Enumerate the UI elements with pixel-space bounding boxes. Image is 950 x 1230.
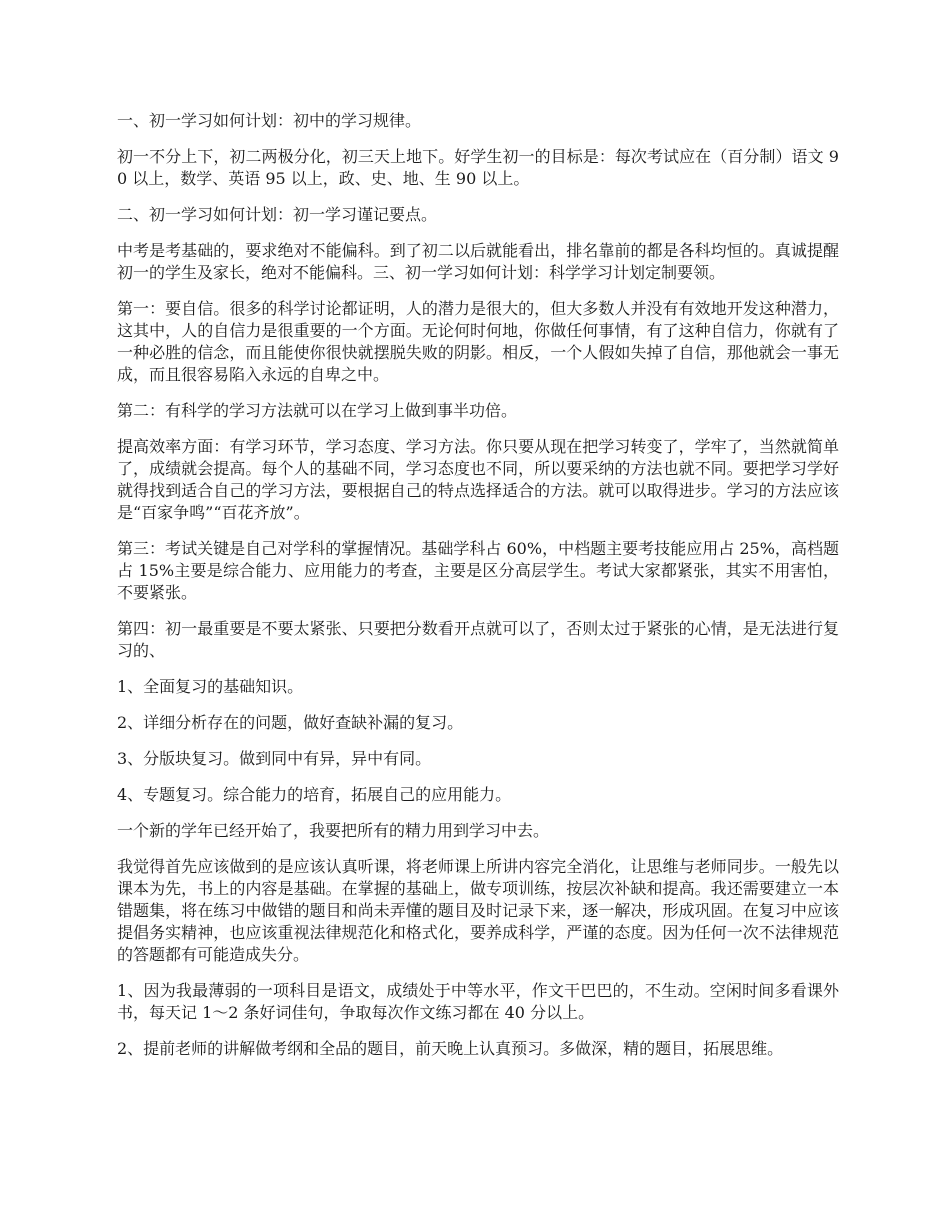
list-item: 2、提前老师的讲解做考纲和全品的题目，前天晚上认真预习。多做深，精的题目，拓展思维。 [117,1039,784,1058]
paragraph: 初一不分上下，初二两极分化，初三天上地下。好学生初一的目标是：每次考试应在（百分制）语文 90 以上，数学、英语 95 以上，政、史、地、生 90 以上。 [117,147,839,188]
section-heading-2: 二、初一学习如何计划：初一学习谨记要点。 [117,205,438,224]
list-item: 4、专题复习。综合能力的培育，拓展自己的应用能力。 [117,785,512,804]
paragraph: 第四：初一最重要是不要太紧张、只要把分数看开点就可以了，否则太过于紧张的心情，是无法进行复习的、 [117,619,839,660]
paragraph: 一个新的学年已经开始了，我要把所有的精力用到学习中去。 [117,821,550,840]
list-item: 1、因为我最薄弱的一项科目是语文，成绩处于中等水平，作文干巴巴的，不生动。空闲时间多看课外书，每天记 1～2 条好词佳句，争取每次作文练习都在 40 分以上。 [117,981,839,1022]
paragraph: 第二：有科学的学习方法就可以在学习上做到事半功倍。 [117,401,518,420]
paragraph: 第一：要自信。很多的科学讨论都证明，人的潜力是很大的，但大多数人并没有有效地开发这种潜力，这其中，人的自信力是很重要的一个方面。无论何时何地，你做任何事情，有了这种自信力，你就有了一种必胜的信念，而且能使你很快就摆脱失败的阴影。相反，一个人假如失掉了自信，那他就会一事无成，而且很容易陷入永远的自卑之中。 [117,299,839,384]
paragraph: 提高效率方面：有学习环节，学习态度、学习方法。你只要从现在把学习转变了，学牢了，当然就简单了，成绩就会提高。每个人的基础不同，学习态度也不同，所以要采纳的方法也就不同。要把学习学好就得找到适合自己的学习方法，要根据自己的特点选择适合的方法。就可以取得进步。学习的方法应该是“百家争鸣”“百花齐放”。 [117,437,839,522]
paragraph: 中考是考基础的，要求绝对不能偏科。到了初二以后就能看出，排名靠前的都是各科均恒的。真诚提醒初一的学生及家长，绝对不能偏科。三、初一学习如何计划：科学学习计划定制要领。 [117,241,839,282]
list-item: 3、分版块复习。做到同中有异，异中有同。 [117,749,432,768]
document-body [117,110,839,1074]
paragraph: 第三：考试关键是自己对学科的掌握情况。基础学科占 60%，中档题主要考技能应用占 25%，高档题占 15%主要是综合能力、应用能力的考查，主要是区分高层学生。考试大家都紧张，其实不用害怕，不要紧张。 [117,539,839,602]
paragraph: 我觉得首先应该做到的是应该认真听课，将老师课上所讲内容完全消化，让思维与老师同步。一般先以课本为先，书上的内容是基础。在掌握的基础上，做专项训练，按层次补缺和提高。我还需要建立一本错题集，将在练习中做错的题目和尚未弄懂的题目及时记录下来，逐一解决，形成巩固。在复习中应该提倡务实精神，也应该重视法律规范化和格式化，要养成科学，严谨的态度。因为任何一次不法律规范的答题都有可能造成失分。 [117,857,839,964]
list-item: 2、详细分析存在的问题，做好查缺补漏的复习。 [117,713,464,732]
section-heading-1: 一、初一学习如何计划：初中的学习规律。 [117,111,422,130]
list-item: 1、全面复习的基础知识。 [117,677,304,696]
